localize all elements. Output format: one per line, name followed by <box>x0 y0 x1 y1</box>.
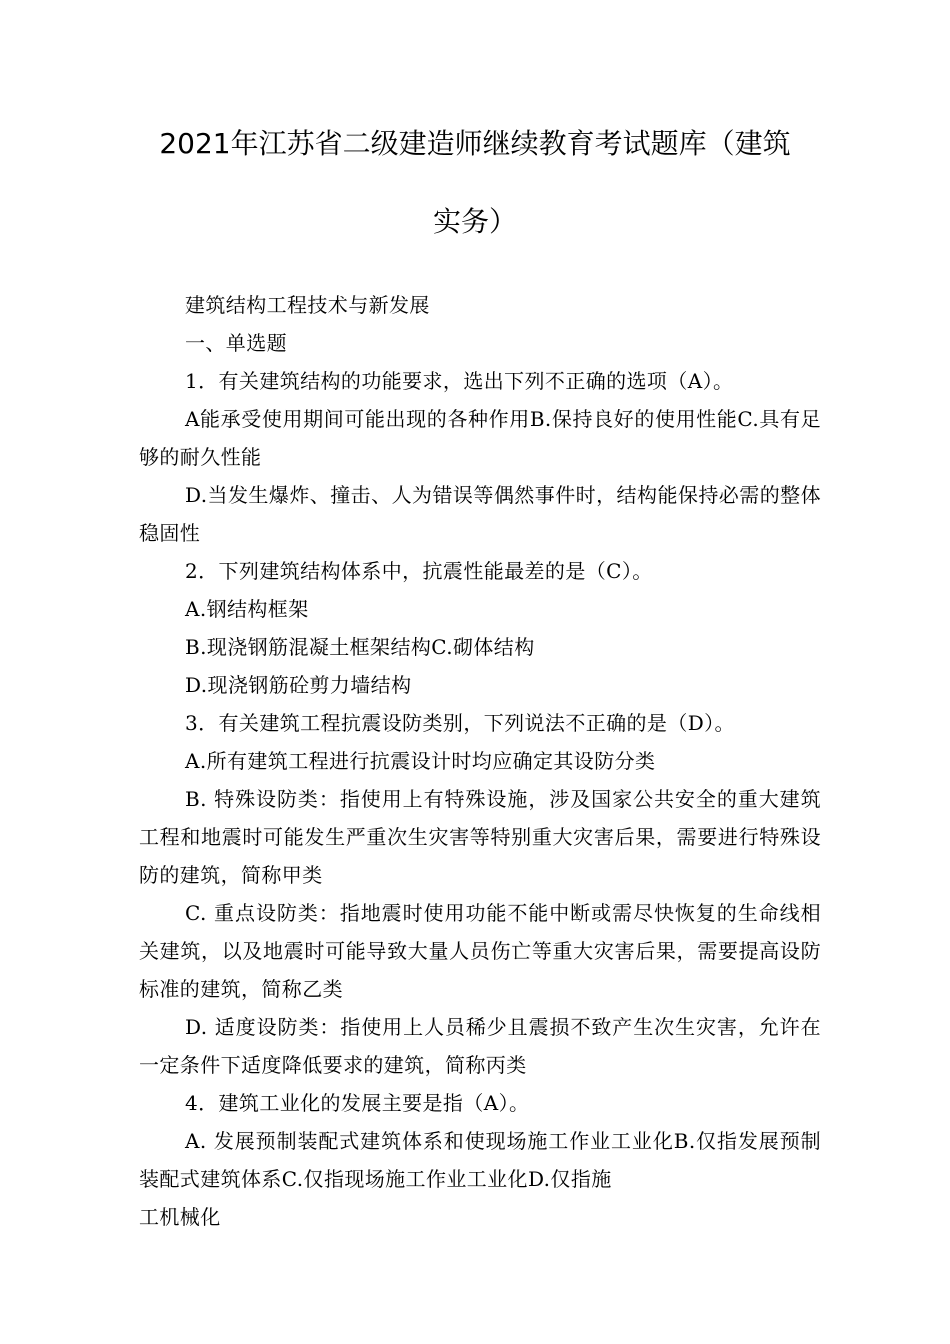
document-title-line-1: 2021年江苏省二级建造师继续教育考试题库（建筑 <box>159 127 791 160</box>
question-2: 2．下列建筑结构体系中，抗震性能最差的是（C）。 <box>185 559 653 583</box>
question-4-options-continued: 工机械化 <box>139 1205 221 1229</box>
document-title-line-2: 实务） <box>432 205 517 238</box>
document-body <box>139 286 821 1236</box>
question-3-option-b: B. 特殊设防类：指使用上有特殊设施，涉及国家公共安全的重大建筑工程和地震时可能发生严重次生灾害等特别重大灾害后果，需要进行特殊设防的建筑，简称甲类 <box>139 787 821 887</box>
question-1-option-d: D.当发生爆炸、撞击、人为错误等偶然事件时，结构能保持必需的整体稳固性 <box>139 483 821 545</box>
question-1: 1．有关建筑结构的功能要求，选出下列不正确的选项（A）。 <box>185 369 734 393</box>
question-4-options: A. 发展预制装配式建筑体系和使现场施工作业工业化B.仅指发展预制装配式建筑体系C.仅指现场施工作业工业化D.仅指施 <box>139 1129 821 1191</box>
question-3-option-d: D. 适度设防类：指使用上人员稀少且震损不致产生次生灾害，允许在一定条件下适度降低要求的建筑，简称丙类 <box>139 1015 821 1077</box>
subsection-heading: 一、单选题 <box>185 331 287 355</box>
question-2-option-d: D.现浇钢筋砼剪力墙结构 <box>185 673 412 697</box>
question-1-options-abc: A能承受使用期间可能出现的各种作用B.保持良好的使用性能C.具有足够的耐久性能 <box>139 407 821 469</box>
question-3-option-a: A.所有建筑工程进行抗震设计时均应确定其设防分类 <box>185 749 656 773</box>
question-3-option-c: C. 重点设防类：指地震时使用功能不能中断或需尽快恢复的生命线相关建筑，以及地震时可能导致大量人员伤亡等重大灾害后果，需要提高设防标准的建筑，简称乙类 <box>139 901 821 1001</box>
question-3: 3．有关建筑工程抗震设防类别，下列说法不正确的是（D）。 <box>185 711 735 735</box>
question-2-option-a: A.钢结构框架 <box>185 597 309 621</box>
section-heading: 建筑结构工程技术与新发展 <box>185 293 430 317</box>
question-4: 4．建筑工业化的发展主要是指（A）。 <box>185 1091 530 1115</box>
question-2-options-bc: B.现浇钢筋混凝土框架结构C.砌体结构 <box>185 635 535 659</box>
